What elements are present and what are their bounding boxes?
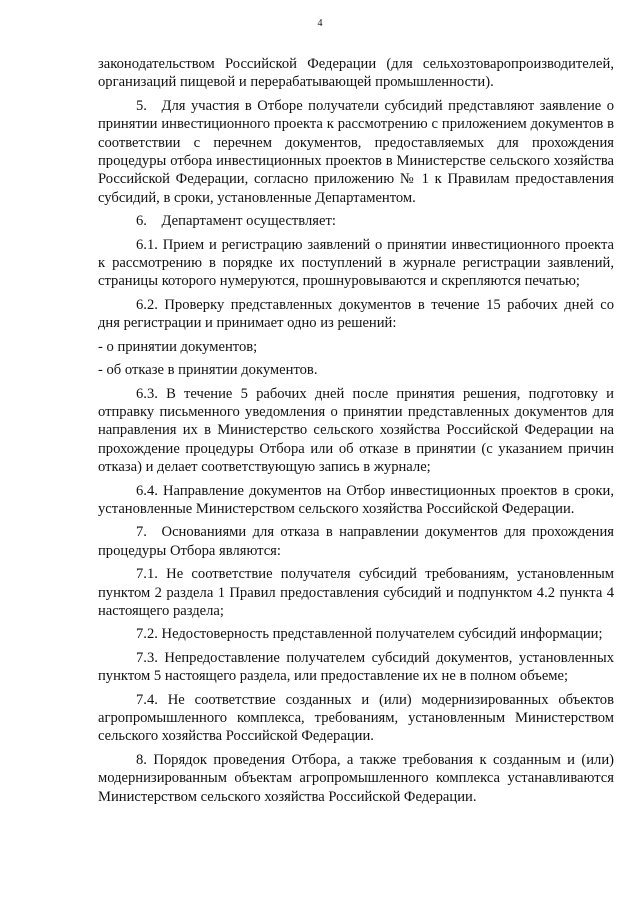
paragraph-continuation: законодательством Российской Федерации (для сельхозтоваропроизводителей, организаций пищевой и перерабатывающей промышленности). <box>98 56 614 91</box>
page-number: 4 <box>317 18 323 29</box>
paragraph-8: 8. Порядок проведения Отбора, а также требования к созданным и (или) модернизированным объектам агропромышленного комплекса устанавливаются Министерством сельского хозяйства Российской Федерации. <box>98 751 614 805</box>
paragraph-7-2: 7.2. Недостоверность представленной получателем субсидий информации; <box>136 626 603 643</box>
paragraph-6: 6. Департамент осуществляет: <box>136 213 336 230</box>
paragraph-7-4: 7.4. Не соответствие созданных и (или) модернизированных объектов агропромышленного комплекса, требованиям, установленным Министерством сельского хозяйства Российской Федерации. <box>98 691 614 745</box>
list-item-reject: - об отказе в принятии документов. <box>98 362 318 379</box>
paragraph-7-3: 7.3. Непредоставление получателем субсидий документов, установленных пунктом 5 настоящего раздела, или предоставление их не в полном объеме; <box>98 649 614 685</box>
paragraph-7: 7. Основаниями для отказа в направлении документов для прохождения процедуры Отбора являются: <box>98 524 614 559</box>
paragraph-6-2: 6.2. Проверку представленных документов в течение 15 рабочих дней со дня регистрации и принимает одно из решений: <box>98 296 614 332</box>
paragraph-6-3: 6.3. В течение 5 рабочих дней после принятия решения, подготовку и отправку письменного уведомления о принятии представленных документов для направления их в Министерство сельского хозяйства Российской Федерации на прохождение процедуры Отбора или об отказе в принятии (с указанием причин отказа) и делает соответствующую запись в журнале; <box>98 385 614 476</box>
paragraph-7-1: 7.1. Не соответствие получателя субсидий требованиям, установленным пунктом 2 раздела 1 Правил предоставления субсидий и подпунктом 4.2 пункта 4 настоящего раздела; <box>98 566 614 619</box>
list-item-accept: - о принятии документов; <box>98 338 258 355</box>
document-body <box>98 55 614 811</box>
paragraph-5: 5. Для участия в Отборе получатели субсидий представляют заявление о принятии инвестиционного проекта к рассмотрению с приложением документов в соответствии с перечнем документов, предоставляемых для прохождения процедуры отбора инвестиционных проектов в Министерстве сельского хозяйства Российской Федерации, согласно приложению № 1 к Правилам предоставления субсидий, в сроки, установленные Департаментом. <box>98 97 614 206</box>
paragraph-6-1: 6.1. Прием и регистрацию заявлений о принятии инвестиционного проекта к рассмотрению в порядке их поступлений в журнале регистрации заявлений, страницы которого нумеруются, прошнуровываются и скрепляются печатью; <box>98 236 614 290</box>
paragraph-6-4: 6.4. Направление документов на Отбор инвестиционных проектов в сроки, установленные Министерством сельского хозяйства Российской Федерации. <box>98 482 614 517</box>
